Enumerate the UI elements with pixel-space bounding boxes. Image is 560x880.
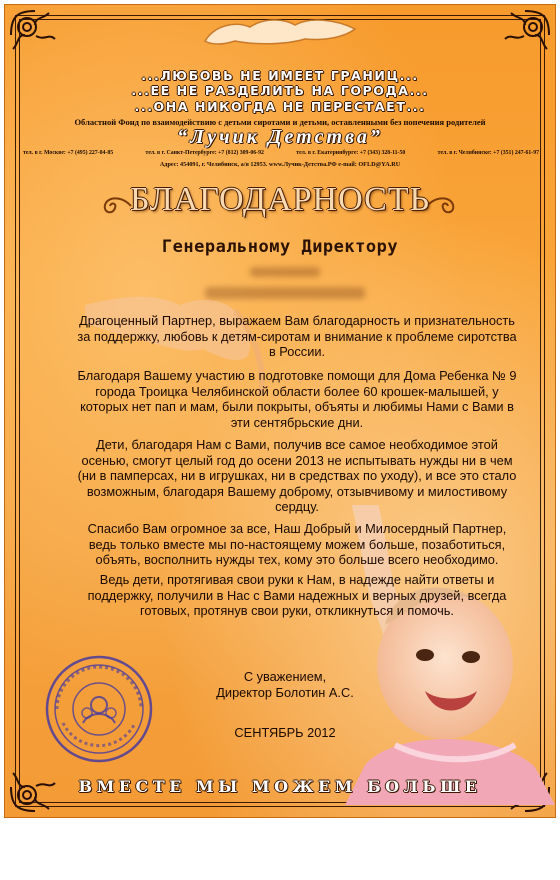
corner-ornament-icon xyxy=(497,5,555,63)
official-seal-stamp xyxy=(43,653,155,765)
russia-map-icon xyxy=(195,11,365,51)
letter-paragraph: Благодаря Вашему участию в подготовке помощи для Дома Ребенка № 9 города Троицка Челябинской области более 60 крошек-малышей, у которых нет пап и мам, были покрыты, объяты и любимы Нами с Вами в эти сентябрьские дни. xyxy=(77,368,517,430)
corner-ornament-icon xyxy=(5,5,63,63)
closing-phrase: С уважением, xyxy=(243,669,327,684)
letter-paragraph: Ведь дети, протягивая свои руки к Нам, в надежде найти ответы и поддержку, получили в Нас с Вами надежных и верных друзей, всегда готовых, протянув свои руки, откликнуться и помочь. xyxy=(87,572,507,619)
phone-moscow: тел. в г. Москве: +7 (495) 227-04-85 xyxy=(23,150,114,156)
contact-phones xyxy=(23,150,539,156)
organization-description: Областной Фонд по взаимодействию с детьми сиротами и детьми, оставленными без попечения родителей xyxy=(74,117,486,127)
phone-ekb: тел. в г. Екатеринбурге: +7 (343) 328-11-50 xyxy=(296,150,406,156)
document-title: БЛАГОДАРНОСТЬ xyxy=(129,181,431,218)
footer-slogan: ВМЕСТЕ МЫ МОЖЕМ БОЛЬШЕ xyxy=(78,777,482,796)
motto-line: ...ЕЕ НЕ РАЗДЕЛИТЬ НА ГОРОДА... xyxy=(131,83,429,98)
motto-line: ...ЛЮБОВЬ НЕ ИМЕЕТ ГРАНИЦ... xyxy=(141,68,419,83)
contact-address: Адрес: 454091, г. Челябинск, а/я 12953. www.Лучик-Детства.РФ e-mail: OFLD@YA.RU xyxy=(159,161,401,168)
letter-paragraph: Драгоценный Партнер, выражаем Вам благодарность и признательность за поддержку, любовь к детям-сиротам и внимание к проблеме сиротства в России. xyxy=(77,313,517,360)
document-date: СЕНТЯБРЬ 2012 xyxy=(234,725,336,740)
certificate-sheet xyxy=(4,4,556,818)
signatory: Директор Болотин А.С. xyxy=(216,685,354,700)
motto-line: ...ОНА НИКОГДА НЕ ПЕРЕСТАЕТ... xyxy=(134,99,426,114)
fund-name: “Лучик Детства” xyxy=(177,126,383,148)
phone-spb: тел. в г. Санкт-Петербурге: +7 (812) 309-06-92 xyxy=(145,150,264,156)
phone-chelyabinsk: тел. в г. Челябинске: +7 (351) 247-61-97 xyxy=(437,150,539,156)
addressee: Генеральному Директору xyxy=(161,237,399,257)
letter-paragraph: Дети, благодаря Нам с Вами, получив все самое необходимое этой осенью, смогут целый год до осени 2013 не испытывать нужды ни в чем (ни в памперсах, ни в игрушках, ни в средствах по уходу), и все это стало возможным, благодаря Вашему доброму, отзывчивому и милостивому сердцу. xyxy=(77,437,517,515)
letter-paragraph: Спасибо Вам огромное за все, Наш Добрый и Милосердный Партнер, ведь только вместе мы по-настоящему можем больше, позаботиться, объять, восполнить нужды тех, кому это больше всего необходимо. xyxy=(87,521,507,568)
